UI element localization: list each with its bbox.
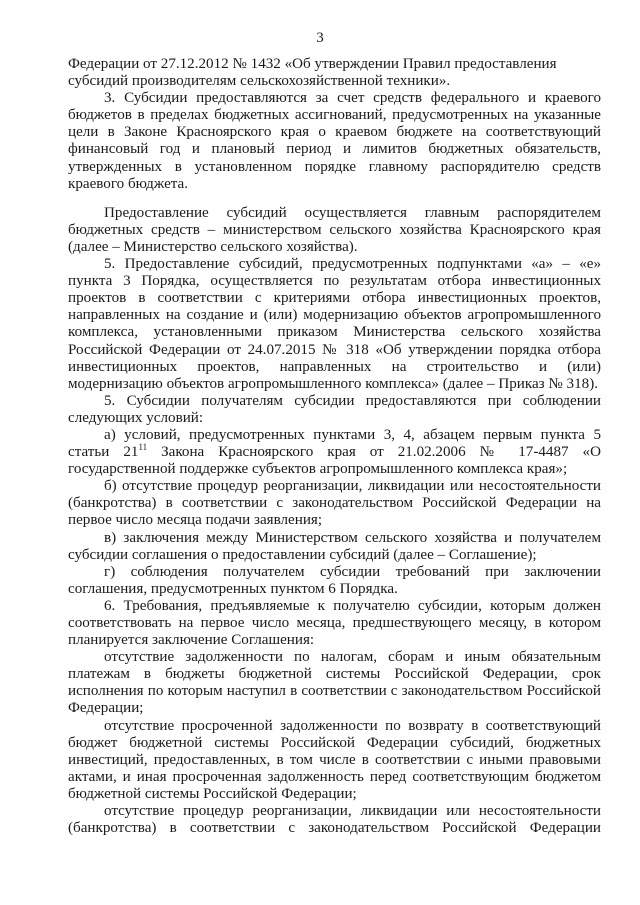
text-line: Закона Красноярского края от 21.02.2006 № 17-4487 (147, 444, 569, 461)
paragraph-item-3 (68, 90, 601, 193)
text-line: Российской Федерации от 24.07.2015 № 318 «Об утверждении порядка отбора (68, 341, 601, 358)
text-line: бюджет бюджетной системы Российской Федерации субсидий, бюджетных (68, 734, 601, 751)
text-line: Федерации от 27.12.2012 № 1432 «Об утверждении Правил предоставления (68, 56, 557, 72)
text-line: комплекса, установленными приказом Министерства сельского хозяйства (68, 324, 601, 341)
text-line: объектов агропромышленного комплекса» (далее – Приказ № 318). (166, 375, 598, 392)
text-line: (банкротства) в соответствии с законодательством Российской Федерации на (68, 495, 601, 512)
paragraph-requirement-no-bankruptcy (68, 803, 601, 837)
text-line: следующих условий: (68, 409, 204, 426)
text-line: в) заключения между Министерством сельского хозяйства и получателем (104, 529, 601, 546)
text-line: бюджетных средств – министерством сельского хозяйства Красноярского края (68, 221, 601, 238)
text-line: планируется заключение Соглашения: (68, 632, 315, 649)
text-line: бюджетной системы Российской Федерации; (68, 785, 357, 802)
text-line: краевого бюджета. (68, 175, 189, 192)
text-line: исполнения по которым наступил в соответствии с законодательством Российской (68, 683, 601, 700)
text-line: бюджетов в пределах бюджетных ассигнований, предусмотренных на указанные (68, 107, 601, 124)
paragraph-subitem-v (68, 530, 601, 564)
text-line: соглашения, предусмотренных пунктом 6 Порядка. (68, 580, 398, 597)
text-line: цели в Законе Красноярского края о краевом бюджете на соответствующий (68, 124, 601, 141)
text-line: 3. Субсидии предоставляются за счет средств федерального и краевого (104, 90, 601, 107)
text-line: актами, и иная просроченная задолженность перед соответствующим бюджетом (68, 768, 601, 785)
text-line: г) соблюдения получателем субсидии требований при заключении (104, 563, 601, 580)
text-line: Федерации; (68, 700, 144, 717)
paragraph-subitem-a (68, 427, 601, 478)
text-line: (далее – Министерство сельского хозяйства). (68, 238, 358, 255)
document-body (68, 56, 601, 837)
text-line: (банкротства) в соответствии с законодательством Российской Федерации (68, 820, 601, 837)
text-line: пункта 3 Порядка, осуществляется по результатам отбора инвестиционных (68, 273, 601, 290)
paragraph-subitem-g (68, 564, 601, 598)
text-line: «О государственной поддержке субъектов агропромышленного комплекса края»; (68, 444, 601, 478)
text-line: платежам в бюджеты бюджетной системы Российской Федерации, срок (68, 666, 601, 683)
text-line: инвестиций, предоставленных, в том числе в соответствии с иными правовыми (68, 751, 601, 768)
text-line: направленных на создание и (или) модернизацию объектов агропромышленного (68, 307, 601, 324)
text-line: отсутствие задолженности по налогам, сборам и иным обязательным (104, 649, 601, 666)
text-line: финансовый год и плановый период и лимитов бюджетных обязательств, (68, 141, 601, 158)
paragraph-subitem-b (68, 478, 601, 529)
paragraph-grant-provider (68, 205, 601, 256)
text-line: статьи 21 (68, 444, 139, 461)
text-line: первое число месяца подачи заявления; (68, 512, 323, 529)
text-line: субсидии соглашения о предоставлении субсидий (далее – Соглашение); (68, 546, 537, 563)
paragraph-continuation (68, 56, 601, 90)
superscript: 11 (138, 442, 148, 453)
text-line: 6. Требования, предъявляемые к получателю субсидии, которым должен (104, 597, 601, 614)
paragraph-requirement-taxes (68, 649, 601, 717)
text-line: отсутствие просроченной задолженности по возврату в соответствующий (104, 717, 601, 734)
text-line: а) условий, предусмотренных пунктами 3, 4, абзацем первым пункта 5 (104, 426, 601, 443)
paragraph-requirement-overdue-debt (68, 718, 601, 803)
text-line: отсутствие процедур реорганизации, ликвидации или несостоятельности (104, 803, 601, 820)
text-line: инвестиционных проектов, направленных на строительство и (или) модернизацию (68, 358, 601, 392)
paragraph-item-6 (68, 598, 601, 649)
text-line: соответствовать на первое число месяца, предшествующего месяцу, в котором (68, 615, 601, 631)
text-line: 5. Субсидии получателям субсидии предоставляются при соблюдении (104, 392, 601, 409)
text-line: б) отсутствие процедур реорганизации, ликвидации или несостоятельности (104, 478, 601, 495)
paragraph-item-5-conditions (68, 393, 601, 427)
paragraph-item-5-selection (68, 256, 601, 393)
text-line: Предоставление субсидий осуществляется главным распорядителем (104, 204, 601, 221)
text-line: 5. Предоставление субсидий, предусмотренных подпунктами «а» – «е» (104, 256, 601, 273)
page-number: 3 (316, 30, 324, 46)
text-line: субсидий производителям сельскохозяйственной техники». (68, 73, 451, 90)
text-line: утвержденных в установленном порядке главному распорядителю средств (68, 158, 601, 175)
text-line: проектов в соответствии с критериями отбора инвестиционных проектов, (68, 290, 601, 307)
